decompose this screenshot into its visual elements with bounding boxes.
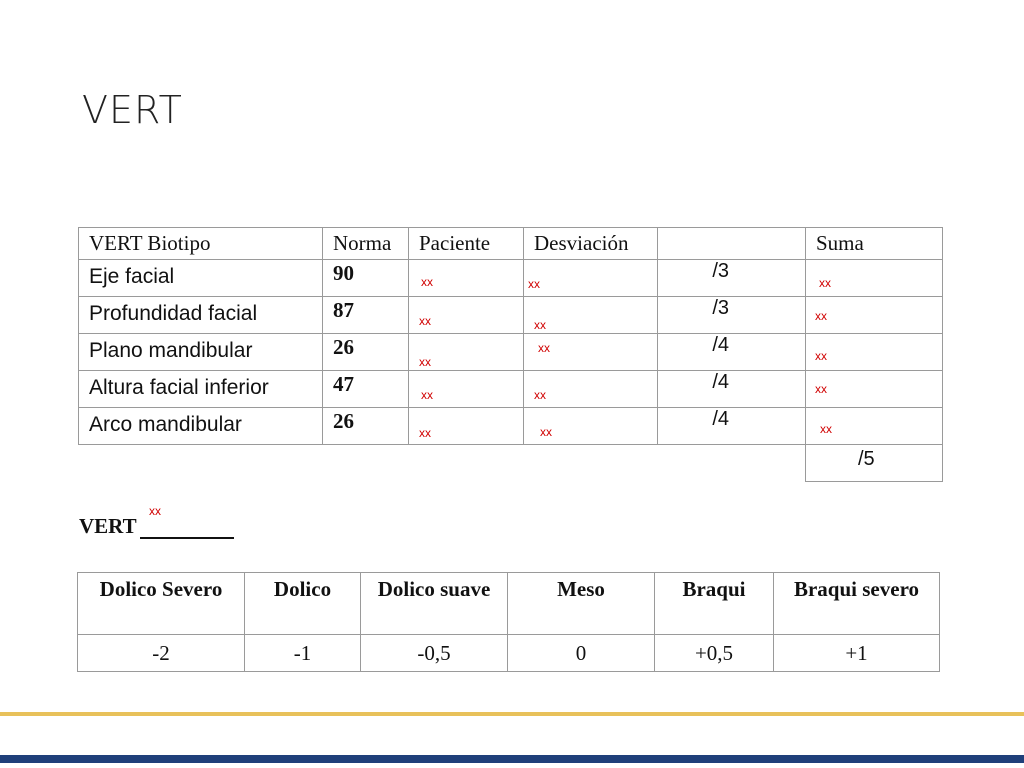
row-max: /3 [712,260,729,282]
vert-biotipo-table [78,227,943,482]
scale-category: Dolico [245,573,361,635]
row-norma: 87 [333,298,354,322]
row-label: Altura facial inferior [89,376,269,399]
row-norma: 26 [333,335,354,359]
row-desviacion: xx [540,425,552,439]
scale-category: Dolico suave [361,573,508,635]
row-desviacion: xx [534,318,546,332]
row-desviacion: xx [538,341,550,355]
row-label: Eje facial [89,265,175,288]
row-desviacion: xx [534,388,546,402]
vert-result-value: xx [149,504,161,518]
row-suma: xx [815,309,827,323]
header-norma: Norma [323,228,409,260]
footer-navy-bar [0,755,1024,763]
table-row [79,371,943,408]
row-max: /3 [712,297,729,319]
scale-header-row [78,573,940,635]
header-suma: Suma [806,228,943,260]
scale-value: -1 [245,635,361,672]
row-max: /4 [712,334,729,356]
scale-value-row [78,635,940,672]
header-vert-biotipo: VERT Biotipo [79,228,323,260]
table-row [79,334,943,371]
scale-value: +0,5 [655,635,774,672]
scale-category: Braqui severo [774,573,940,635]
biotipo-scale-table [77,572,940,672]
row-suma: xx [815,349,827,363]
row-paciente: xx [421,275,433,289]
scale-category: Dolico Severo [78,573,245,635]
table-header-row [79,228,943,260]
row-label: Plano mandibular [89,339,253,362]
row-suma: xx [819,276,831,290]
header-paciente: Paciente [409,228,524,260]
row-norma: 90 [333,261,354,285]
row-norma: 47 [333,372,354,396]
row-paciente: xx [421,388,433,402]
row-label: Arco mandibular [89,413,242,436]
row-paciente: xx [419,314,431,328]
row-paciente: xx [419,426,431,440]
row-max: /4 [712,408,729,430]
vert-result-label: VERT [79,514,137,538]
scale-value: -0,5 [361,635,508,672]
table-row [79,260,943,297]
row-paciente: xx [419,355,431,369]
header-desviacion: Desviación [524,228,658,260]
vert-result-line [140,537,234,539]
row-label: Profundidad facial [89,302,258,325]
footer-gold-bar [0,712,1024,716]
row-suma: xx [815,382,827,396]
scale-value: -2 [78,635,245,672]
table-row [79,408,943,445]
row-max: /4 [712,371,729,393]
scale-category: Braqui [655,573,774,635]
header-blank [658,228,806,260]
row-norma: 26 [333,409,354,433]
scale-category: Meso [508,573,655,635]
row-desviacion: xx [528,277,540,291]
scale-value: +1 [774,635,940,672]
row-suma: xx [820,422,832,436]
total-row [79,445,943,482]
total-score: /5 [858,448,875,470]
table-row [79,297,943,334]
slide-title: VERT [82,88,183,132]
scale-value: 0 [508,635,655,672]
